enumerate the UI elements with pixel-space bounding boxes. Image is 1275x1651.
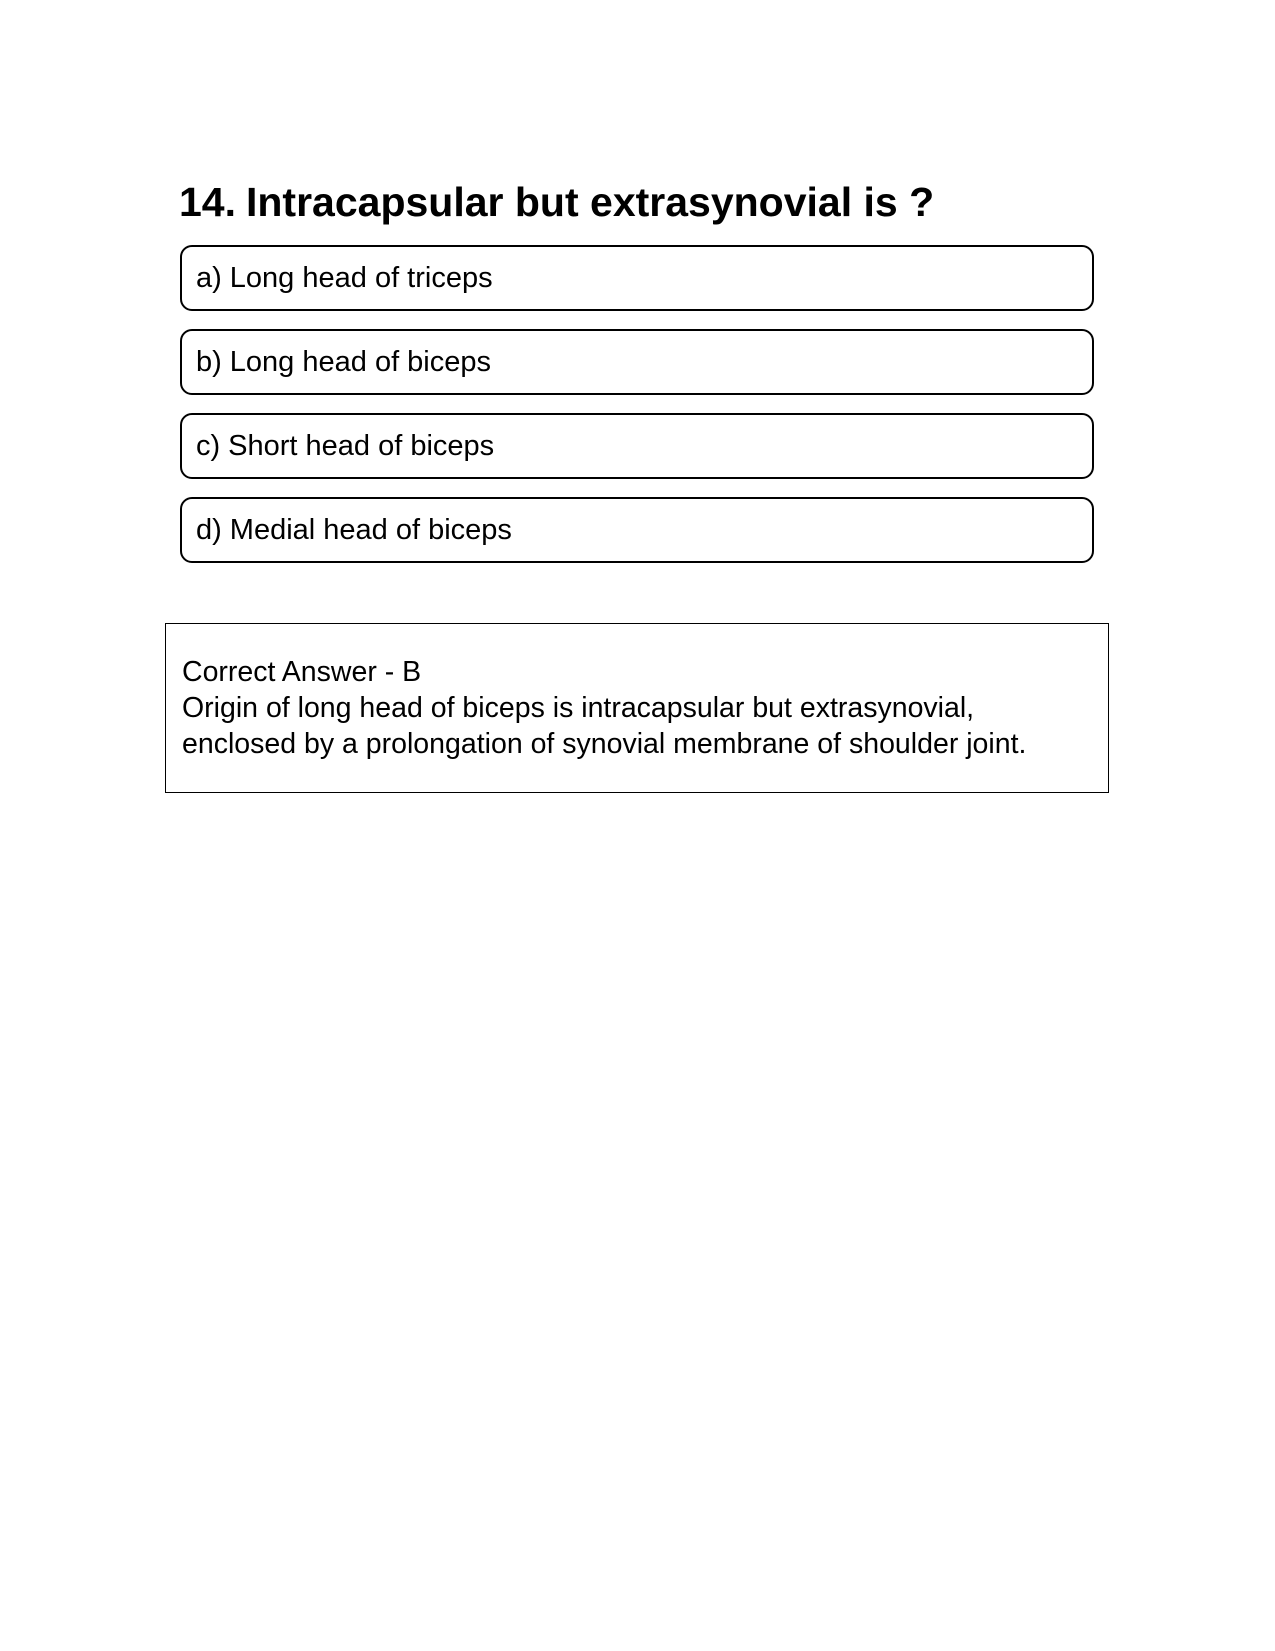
question-number: 14.	[179, 179, 236, 225]
explanation-line-2: enclosed by a prolongation of synovial membrane of shoulder joint.	[182, 728, 1027, 760]
correct-answer-label: Correct Answer - B	[182, 656, 422, 688]
option-text: Short head of biceps	[228, 430, 495, 462]
option-b[interactable]	[180, 329, 1094, 395]
option-letter: c)	[196, 430, 221, 462]
option-d[interactable]	[180, 497, 1094, 563]
answer-explanation-box	[165, 623, 1109, 793]
option-text: Long head of triceps	[229, 262, 493, 294]
option-letter: b)	[196, 346, 222, 378]
question-text: Intracapsular but extrasynovial is ?	[246, 179, 935, 225]
question-heading	[179, 178, 1099, 226]
option-letter: a)	[196, 262, 222, 294]
option-letter: d)	[196, 514, 222, 546]
option-c[interactable]	[180, 413, 1094, 479]
explanation-line-1: Origin of long head of biceps is intracapsular but extrasynovial,	[182, 692, 975, 724]
option-a[interactable]	[180, 245, 1094, 311]
option-text: Medial head of biceps	[229, 514, 512, 546]
option-text: Long head of biceps	[229, 346, 492, 378]
